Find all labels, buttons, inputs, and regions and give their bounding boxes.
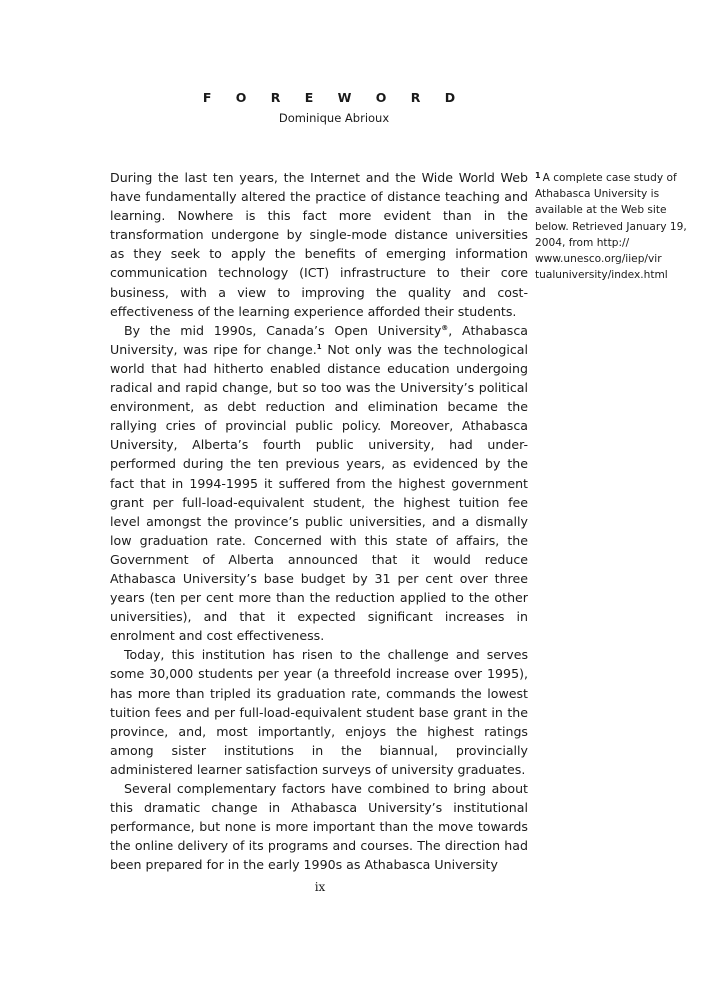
paragraph-2 (110, 321, 528, 646)
sidenote (535, 168, 695, 283)
section-heading: F O R E W O R D (202, 90, 466, 105)
sidenote-number: 1 (535, 171, 541, 180)
paragraph-4: Several complementary factors have combined to bring about this dramatic change in Athabasca University’s institutional performance, but none is more important than the move towards the online delivery of its programs and courses. The direction had been prepared for in the early 1990s as Athabasca University (110, 781, 528, 873)
paragraph-2-part-a: By the mid 1990s, Canada’s Open University (124, 322, 442, 338)
paragraph-1: During the last ten years, the Internet and the Wide World Web have fundamentally altered the practice of distance teaching and learning. Nowhere is this fact more evident than in the transformation undergone by single-mode distance universities as they seek to apply the benefits of emerging information communication technology (ICT) infrastructure to their core business, with a view to improving the quality and cost-effectiveness of the learning experience afforded their students. (110, 170, 528, 319)
paragraph-2-part-c: Not only was the technological world that had hitherto enabled distance education undergoing radical and rapid change, but so too was the University’s political environment, as debt reduction and elimination became the rallying cries of provincial public policy. Moreover, Athabasca University, Alberta’s fourth public university, had under-performed during the ten previous years, as evidenced by the fact that in 1994-1995 it suffered from the highest government grant per full-load-equivalent student, the highest tuition fee level amongst the province’s public universities, and a dismally low graduation rate. Concerned with this state of affairs, the Government of Alberta announced that it would reduce Athabasca University’s base budget by 31 per cent over three years (ten per cent more than the reduction applied to the other universities), and that it expected significant increases in enrolment and cost effectiveness. (110, 341, 528, 644)
sidenote-text: A complete case study of Athabasca University is available at the Web site below. Retrieved January 19, 2004, from http:// www.unesco.org/iiep/vir tualuniversity/index.html (535, 172, 687, 282)
footnote-ref[interactable]: 1 (316, 342, 322, 351)
body-text (110, 168, 528, 874)
page-number: ix (314, 880, 326, 894)
registered-mark: ® (441, 323, 449, 332)
paragraph-3: Today, this institution has risen to the challenge and serves some 30,000 students per year (a threefold increase over 1995), has more than tripled its graduation rate, commands the lowest tuition fees and per full-load-equivalent student base grant in the province, and, most importantly, enjoys the highest ratings among sister institutions in the biannual, provincially administered learner satisfaction surveys of university graduates. (110, 647, 528, 777)
paragraph-2-part-b: , Athabasca University, was ripe for change. (110, 322, 528, 357)
author-name: Dominique Abrioux (278, 111, 390, 125)
